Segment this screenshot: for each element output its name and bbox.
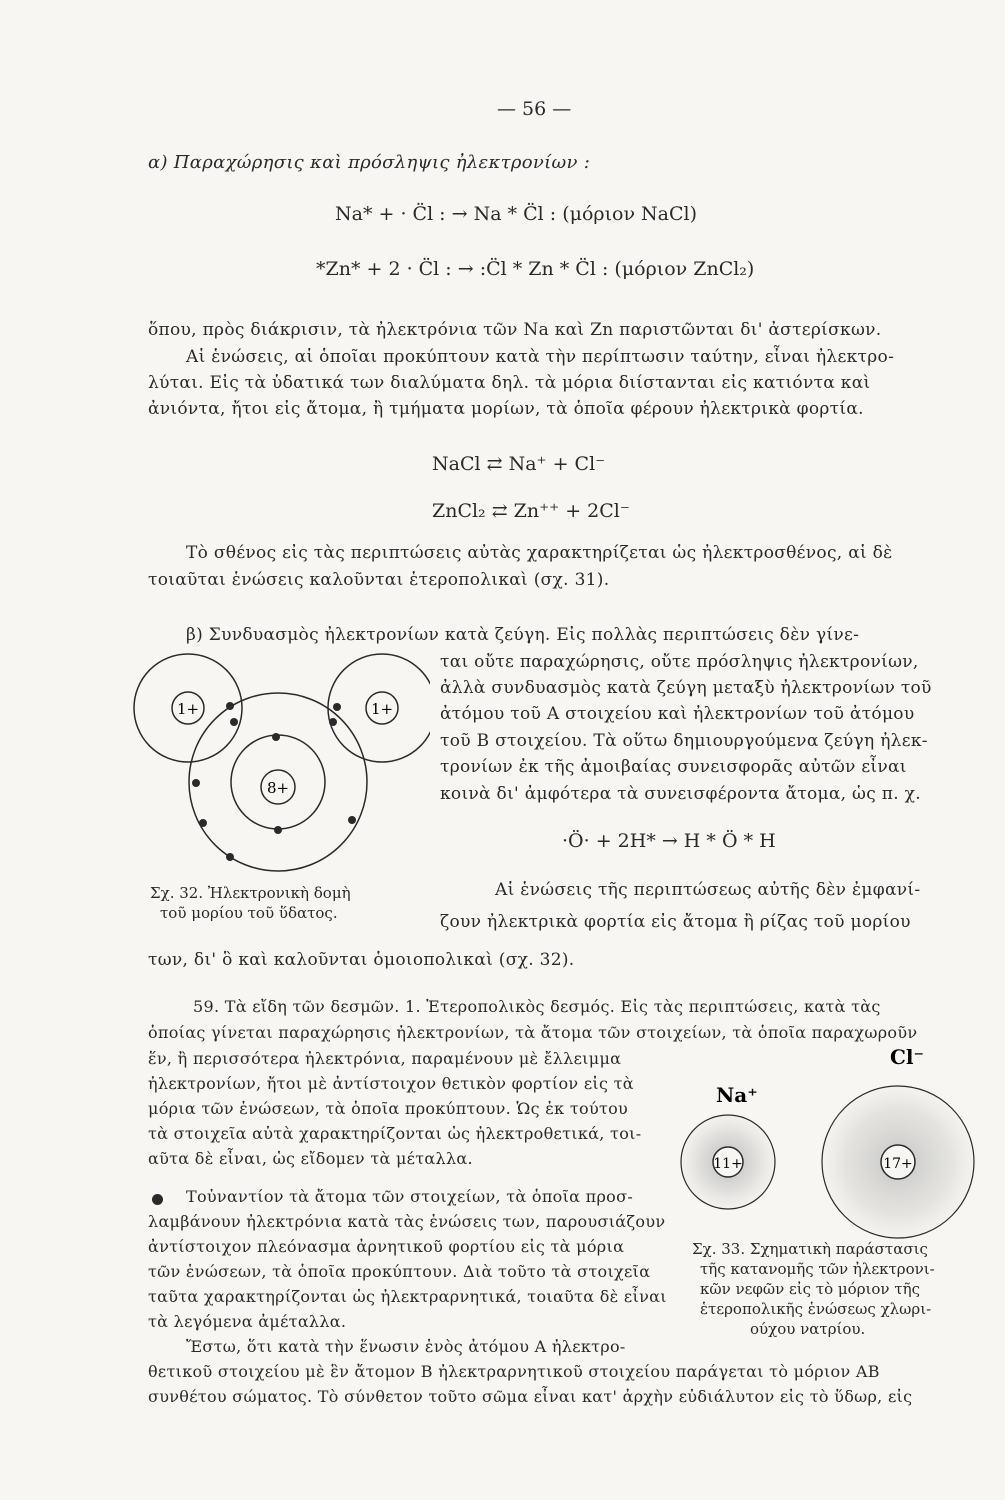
- paragraph-line: Ἔστω, ὅτι κατὰ τὴν ἕνωσιν ἑνὸς ἀτόμου A ἠλεκτρο-: [186, 1337, 626, 1356]
- paragraph-line: τοιαῦται ἑνώσεις καλοῦνται ἑτεροπολικαὶ (σχ. 31).: [148, 570, 610, 590]
- hydrogen-right-label: 1+: [370, 700, 394, 718]
- paragraph-line: ἠλεκτρονίων, ἤτοι μὲ ἀντίστοιχον θετικὸν φορτίον εἰς τὰ: [148, 1074, 634, 1093]
- equation-zncl2-dissociation: ZnCl₂ ⇄ Zn⁺⁺ + 2Cl⁻: [432, 500, 630, 522]
- paragraph-line: Τοὐναντίον τὰ ἄτομα τῶν στοιχείων, τὰ ὁποῖα προσ-: [186, 1187, 634, 1206]
- paragraph-line: τῶν ἑνώσεων, τὰ ὁποῖα προκύπτουν. Διὰ τοῦτο τὰ στοιχεῖα: [148, 1262, 651, 1281]
- page-number: — 56 —: [497, 98, 572, 120]
- figure-33-caption-3: κῶν νεφῶν εἰς τὸ μόριον τῆς: [700, 1280, 921, 1298]
- chloride-ion-label: Cl⁻: [890, 1045, 925, 1069]
- paragraph-line: ἀνιόντα, ἤτοι εἰς ἄτομα, ἢ τμήματα μορίων, τὰ ὁποῖα φέρουν ἠλεκτρικὰ φορτία.: [148, 399, 864, 419]
- equation-water-formation: ·Ö· + 2H* → H * Ö * H: [562, 830, 776, 852]
- equation-nacl-dissociation: NaCl ⇄ Na⁺ + Cl⁻: [432, 453, 606, 475]
- water-molecule-diagram: [130, 650, 430, 880]
- figure-33-caption-4: ἑτεροπολικῆς ἑνώσεως χλωρι-: [700, 1300, 932, 1318]
- figure-32-caption-2: τοῦ μορίου τοῦ ὕδατος.: [160, 904, 338, 922]
- paragraph-line: Αἱ ἑνώσεις τῆς περιπτώσεως αὐτῆς δὲν ἐμφανί-: [495, 880, 921, 900]
- equation-nacl-formation: Na* + · C̈l : → Na * C̈l : (μόριον NaCl): [335, 203, 698, 225]
- paragraph-line: ἀτόμου τοῦ A στοιχείου καὶ ἠλεκτρονίων τοῦ ἀτόμου: [440, 704, 915, 724]
- figure-32-caption-1: Σχ. 32. Ἠλεκτρονικὴ δομὴ: [150, 884, 351, 902]
- figure-33-caption-1: Σχ. 33. Σχηματικὴ παράστασις: [692, 1240, 928, 1258]
- paragraph-line: ὅπου, πρὸς διάκρισιν, τὰ ἠλεκτρόνια τῶν Na καὶ Zn παριστῶνται δι' ἀστερίσκων.: [148, 320, 882, 340]
- paragraph-line: Αἱ ἑνώσεις, αἱ ὁποῖαι προκύπτουν κατὰ τὴν περίπτωσιν ταύτην, εἶναι ἠλεκτρο-: [186, 347, 895, 367]
- paragraph-line: ται οὔτε παραχώρησις, οὔτε πρόσληψις ἠλεκτρονίων,: [440, 652, 919, 672]
- paragraph-line: αῦτα δὲ εἶναι, ὡς εἴδομεν τὰ μέταλλα.: [148, 1149, 473, 1168]
- paragraph-line: ἀντίστοιχον πλεόνασμα ἀρνητικοῦ φορτίου εἰς τὰ μόρια: [148, 1237, 625, 1256]
- paragraph-line: τὰ στοιχεῖα αὐτὰ χαρακτηρίζονται ὡς ἠλεκτροθετικά, τοι-: [148, 1124, 642, 1143]
- section-59-heading: 59. Τὰ εἴδη τῶν δεσμῶν. 1. Ἑτεροπολικὸς δεσμός. Εἰς τὰς περιπτώσεις, κατὰ τὰς: [193, 997, 881, 1016]
- hydrogen-left-label: 1+: [176, 700, 200, 718]
- paragraph-line: θετικοῦ στοιχείου μὲ ἓν ἄτομον B ἠλεκτραρνητικοῦ στοιχείου παράγεται τὸ μόριον AB: [148, 1362, 880, 1381]
- figure-33-caption-2: τῆς κατανομῆς τῶν ἠλεκτρονι-: [700, 1260, 935, 1278]
- paragraph-line: τοῦ B στοιχείου. Τὰ οὕτω δημιουργούμενα ζεύγη ἠλεκ-: [440, 731, 928, 751]
- paragraph-line: λαμβάνουν ἠλεκτρόνια κατὰ τὰς ἑνώσεις των, παρουσιάζουν: [148, 1212, 666, 1231]
- paragraph-line: μόρια τῶν ἑνώσεων, τὰ ὁποῖα προκύπτουν. Ὡς ἐκ τούτου: [148, 1099, 629, 1118]
- paragraph-line: συνθέτου σώματος. Τὸ σύνθετον τοῦτο σῶμα εἶναι κατ' ἀρχὴν εὐδιάλυτον εἰς τὸ ὕδωρ, εἰς: [148, 1387, 913, 1406]
- equation-zncl2-formation: *Zn* + 2 · C̈l : → :C̈l * Zn * C̈l : (μόριον ZnCl₂): [316, 258, 755, 280]
- paragraph-line: κοινὰ δι' ἀμφότερα τὰ συνεισφέροντα ἄτομα, ὡς π. χ.: [440, 784, 921, 804]
- paragraph-line: τρονίων ἐκ τῆς ἀμοιβαίας συνεισφορᾶς αὐτῶν εἶναι: [440, 757, 907, 777]
- paragraph-line: ταῦτα χαρακτηρίζονται ὡς ἠλεκτραρνητικά, τοιαῦτα δὲ εἶναι: [148, 1287, 667, 1306]
- paragraph-line: ὁποίας γίνεται παραχώρησις ἠλεκτρονίων, τὰ ἄτομα τῶν στοιχείων, τὰ ὁποῖα παραχωροῦν: [148, 1023, 918, 1042]
- paragraph-line: Τὸ σθένος εἰς τὰς περιπτώσεις αὐτὰς χαρακτηρίζεται ὡς ἠλεκτροσθένος, αἱ δὲ: [186, 543, 893, 563]
- chloride-core-label: 17+: [883, 1156, 913, 1172]
- sodium-ion-label: Na⁺: [716, 1083, 758, 1107]
- oxygen-label: 8+: [266, 779, 290, 797]
- paragraph-line: ζουν ἠλεκτρικὰ φορτία εἰς ἄτομα ἢ ρίζας τοῦ μορίου: [440, 912, 911, 932]
- paragraph-line: τὰ λεγόμενα ἀμέταλλα.: [148, 1312, 347, 1331]
- paragraph-line: ἀλλὰ συνδυασμὸς κατὰ ζεύγη μεταξὺ ἠλεκτρονίων τοῦ: [440, 678, 932, 698]
- paragraph-line: ἕν, ἢ περισσότερα ἠλεκτρόνια, παραμένουν μὲ ἔλλειμμα: [148, 1049, 622, 1068]
- paragraph-line: λύται. Εἰς τὰ ὑδατικά των διαλύματα δηλ. τὰ μόρια διίστανται εἰς κατιόντα καὶ: [148, 373, 871, 393]
- paragraph-line: των, δι' ὃ καὶ καλοῦνται ὁμοιοπολικαὶ (σχ. 32).: [148, 950, 575, 970]
- bullet-icon: [152, 1194, 163, 1205]
- sodium-core-label: 11+: [713, 1156, 743, 1172]
- figure-33-caption-5: ούχου νατρίου.: [750, 1320, 866, 1338]
- section-b-heading: β) Συνδυασμὸς ἠλεκτρονίων κατὰ ζεύγη. Εἰς πολλὰς περιπτώσεις δὲν γίνε-: [186, 625, 860, 645]
- section-a-heading: α) Παραχώρησις καὶ πρόσληψις ἠλεκτρονίων :: [148, 152, 591, 173]
- nacl-electron-cloud-diagram: [680, 1040, 985, 1240]
